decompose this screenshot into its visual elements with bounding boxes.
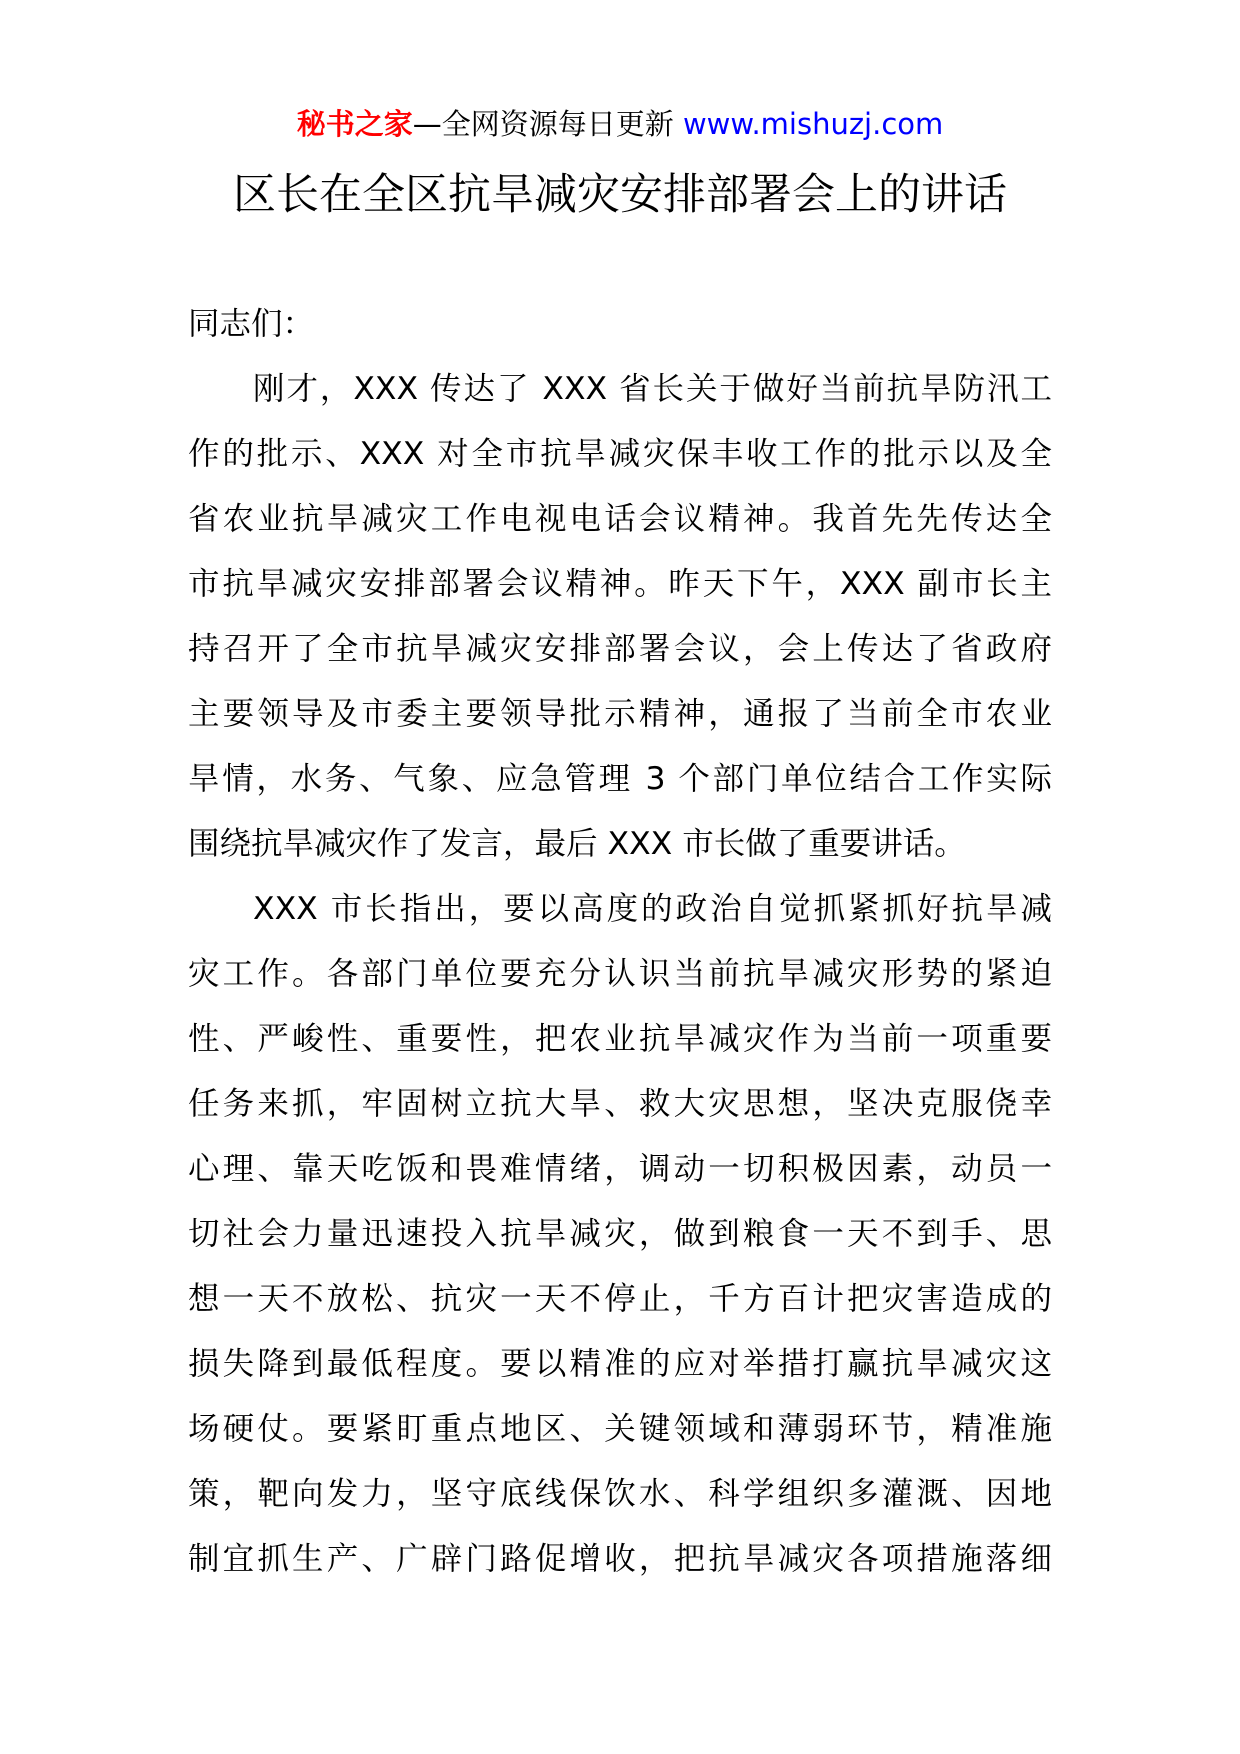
text-line: 持召开了全市抗旱减灾安排部署会议，会上传达了省政府 xyxy=(188,631,1052,667)
text-line: 主要领导及市委主要领导批示精神，通报了当前全市农业 xyxy=(188,696,1052,732)
brand-name: 秘书之家 xyxy=(296,107,413,141)
text-line: 想一天不放松、抗灾一天不停止，千方百计把灾害造成的 xyxy=(188,1281,1052,1317)
text-line: 作的批示、XXX 对全市抗旱减灾保丰收工作的批示以及全 xyxy=(188,436,1052,472)
site-header xyxy=(0,104,1240,144)
text-line: 制宜抓生产、广辟门路促增收，把抗旱减灾各项措施落细 xyxy=(188,1541,1052,1577)
site-url-link[interactable]: www.mishuzj.com xyxy=(682,107,944,141)
text-line: 灾工作。各部门单位要充分认识当前抗旱减灾形势的紧迫 xyxy=(188,956,1052,992)
text-line: 性、严峻性、重要性，把农业抗旱减灾作为当前一项重要 xyxy=(188,1021,1052,1057)
text-line: 任务来抓，牢固树立抗大旱、救大灾思想，坚决克服侥幸 xyxy=(188,1086,1052,1122)
text-line: 切社会力量迅速投入抗旱减灾，做到粮食一天不到手、思 xyxy=(188,1216,1052,1252)
text-line: 省农业抗旱减灾工作电视电话会议精神。我首先先传达全 xyxy=(188,501,1052,537)
text-line: 场硬仗。要紧盯重点地区、关键领域和薄弱环节，精准施 xyxy=(188,1411,1052,1447)
text-line: 策，靶向发力，坚守底线保饮水、科学组织多灌溉、因地 xyxy=(188,1476,1052,1512)
text-line: 旱情，水务、气象、应急管理 3 个部门单位结合工作实际 xyxy=(188,761,1052,797)
salutation: 同志们： xyxy=(188,306,315,342)
document-body xyxy=(188,292,1052,1592)
body-lines xyxy=(188,357,1052,1592)
text-line: 刚才，XXX 传达了 XXX 省长关于做好当前抗旱防汛工 xyxy=(253,371,1052,407)
text-line: XXX 市长指出，要以高度的政治自觉抓紧抓好抗旱减 xyxy=(253,891,1052,927)
text-line: 市抗旱减灾安排部署会议精神。昨天下午，XXX 副市长主 xyxy=(188,566,1052,602)
text-line: 围绕抗旱减灾作了发言，最后 XXX 市长做了重要讲话。 xyxy=(188,826,966,862)
text-line: 损失降到最低程度。要以精准的应对举措打赢抗旱减灾这 xyxy=(188,1346,1052,1382)
document-title: 区长在全区抗旱减灾安排部署会上的讲话 xyxy=(233,170,1007,220)
text-line: 心理、靠天吃饭和畏难情绪，调动一切积极因素，动员一 xyxy=(188,1151,1052,1187)
site-slogan: —全网资源每日更新 xyxy=(412,107,674,141)
